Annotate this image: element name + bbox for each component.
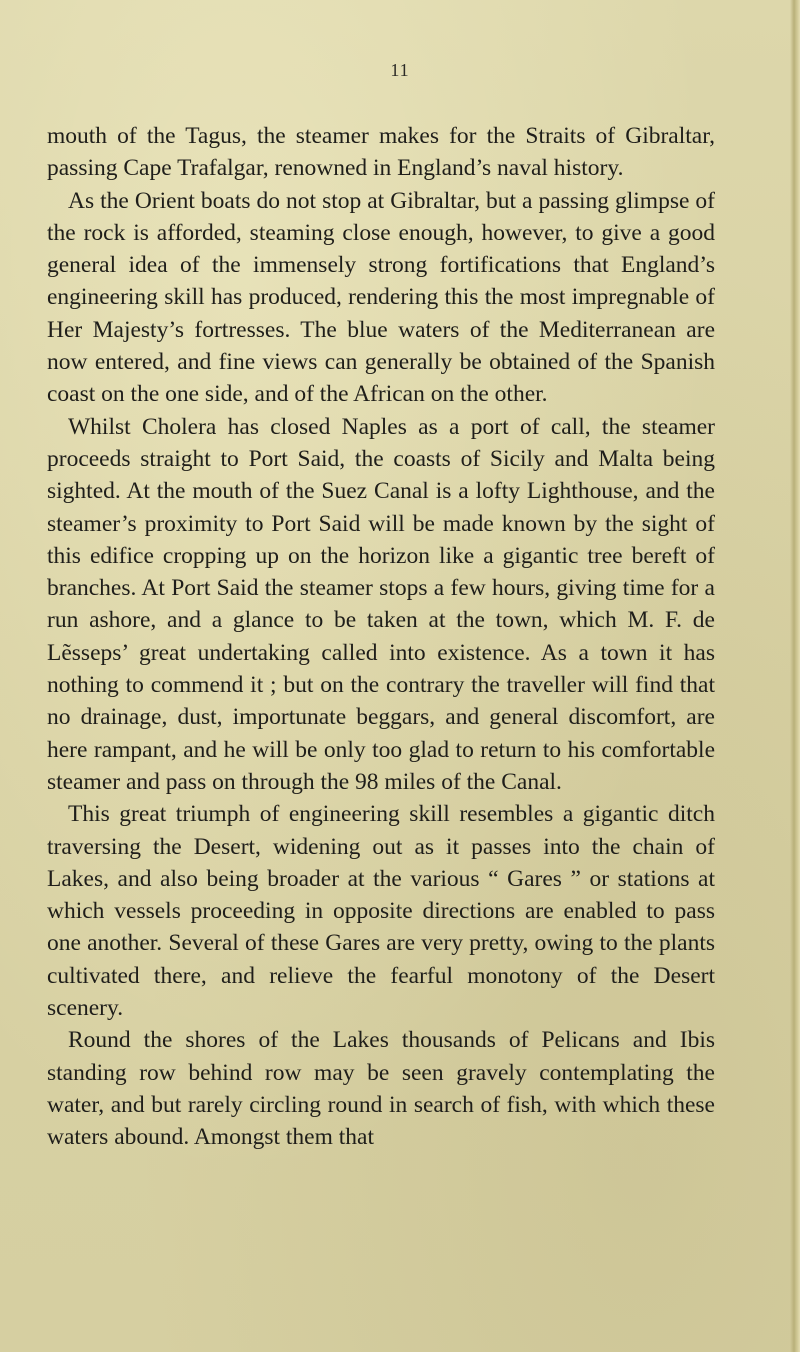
paragraph-3: Whilst Cholera has closed Naples as a port of call, the steamer proceeds straight to Port Said, the coasts of Sicily and Malta being sighted. At the mouth of the Suez Canal is a lofty Lighthouse, and the steamer’s proximity to Port Said will be made known by the sight of this edifice cropping up on the horizon like a gigantic tree bereft of branches. At Port Said the steamer stops a few hours, giving time for a run ashore, and a glance to be taken at the town, which M. F. de Lẽsseps’ great undertaking called into existence. As a town it has nothing to commend it ; but on the contrary the traveller will find that no drainage, dust, importunate beggars, and general discomfort, are here rampant, and he will be only too glad to return to his comfortable steamer and pass on through the 98 miles of the Canal. (47, 413, 715, 795)
paragraph-4: This great triumph of engineering skill resembles a gigantic ditch traversing the Desert, widening out as it passes into the chain of Lakes, and also being broader at the various “ Gares ” or stations at which vessels proceeding in opposite directions are enabled to pass one another. Several of these Gares are very pretty, owing to the plants cultivated there, and relieve the fearful monotony of the Desert scenery. (47, 801, 715, 1022)
body-text (47, 120, 715, 1154)
page-edge (790, 0, 800, 1352)
page-number: 11 (390, 60, 410, 80)
paragraph-5: Round the shores of the Lakes thousands of Pelicans and Ibis standing row behind row may be seen gravely contemplating the water, and but rarely circling round in search of fish, with which these waters abound. Amongst them that (47, 1027, 715, 1151)
paragraph-2: As the Orient boats do not stop at Gibraltar, but a passing glimpse of the rock is afforded, steaming close enough, however, to give a good general idea of the immensely strong fortifications that England’s engineering skill has produced, rendering this the most impregnable of Her Majesty’s fortresses. The blue waters of the Mediterranean are now entered, and fine views can generally be obtained of the Spanish coast on the one side, and of the African on the other. (47, 187, 715, 408)
paragraph-1: mouth of the Tagus, the steamer makes for the Straits of Gibraltar, passing Cape Trafalgar, renowned in England’s naval history. (47, 123, 715, 182)
